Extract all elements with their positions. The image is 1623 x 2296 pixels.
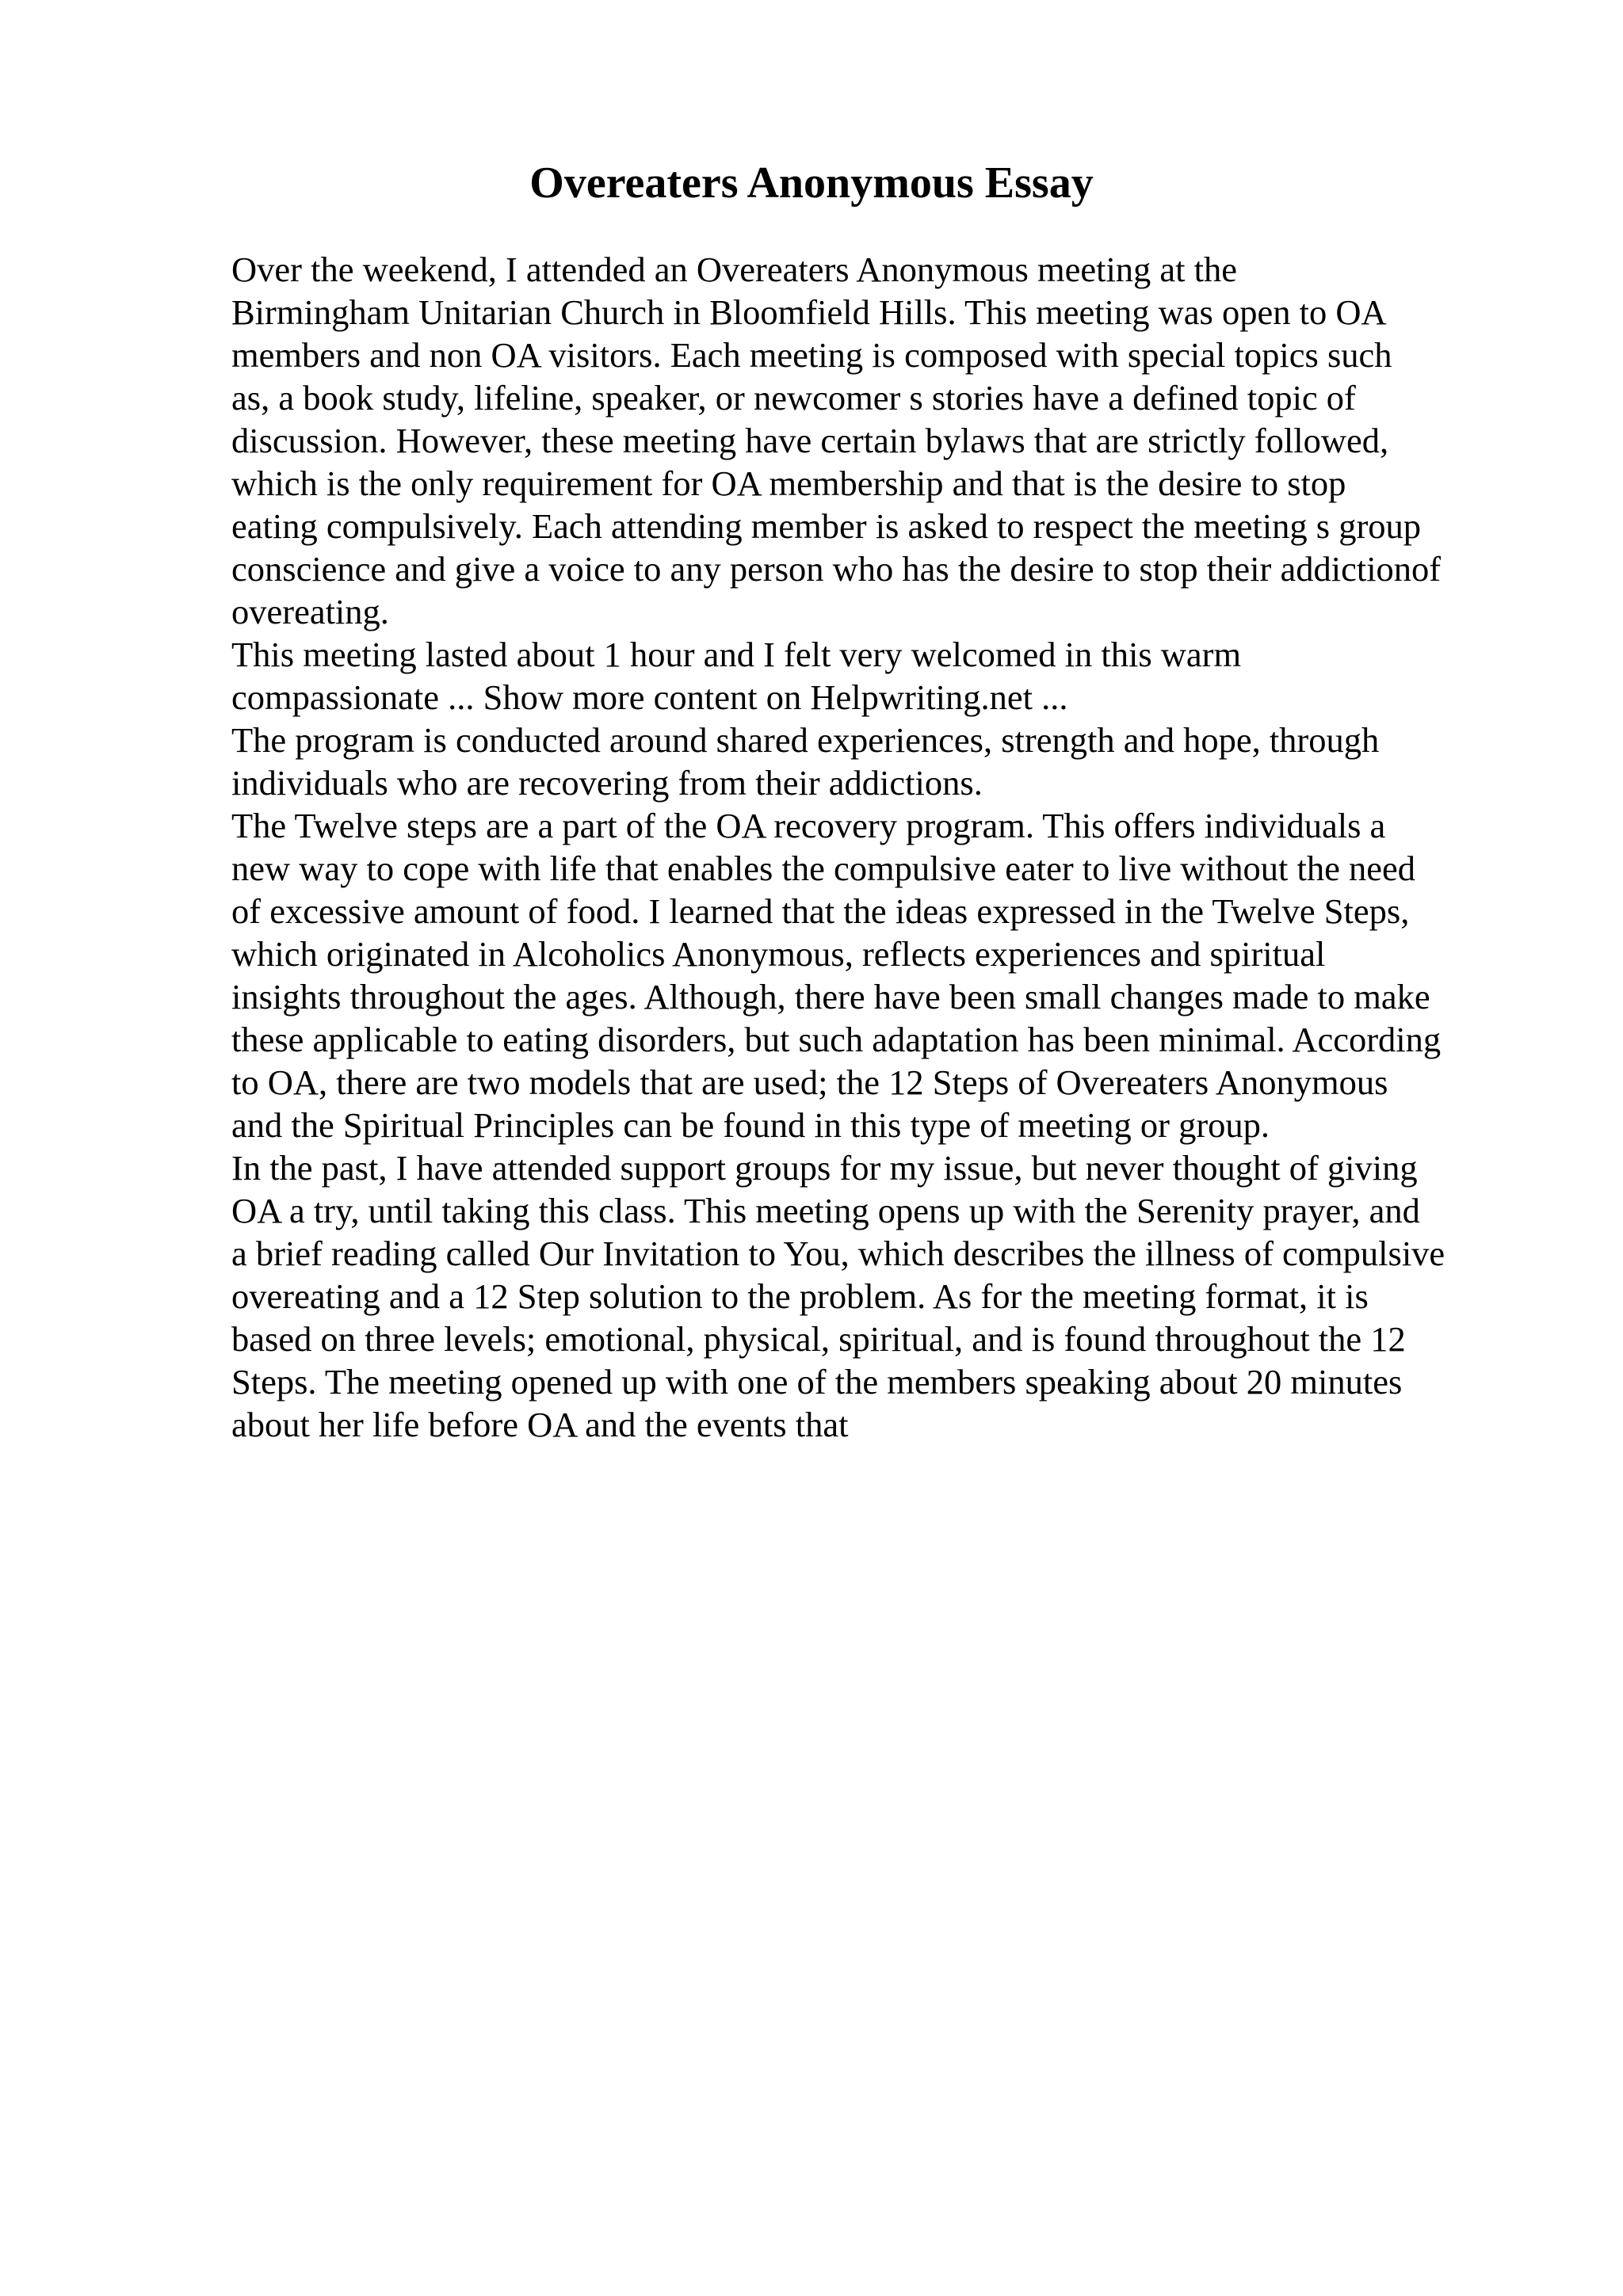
text-line: The Twelve steps are a part of the OA recovery program. This offers individuals a <box>231 806 1386 845</box>
text-line: members and non OA visitors. Each meeting is composed with special topics such <box>231 335 1392 375</box>
text-line: to OA, there are two models that are used; the 12 Steps of Overeaters Anonymous <box>231 1062 1388 1102</box>
text-line: insights throughout the ages. Although, there have been small changes made to make <box>231 977 1430 1016</box>
text-line: This meeting lasted about 1 hour and I felt very welcomed in this warm <box>231 635 1242 674</box>
text-line: individuals who are recovering from their addictions. <box>231 763 983 803</box>
text-line: of excessive amount of food. I learned that the ideas expressed in the Twelve Steps, <box>231 891 1410 931</box>
text-line: The program is conducted around shared experiences, strength and hope, through <box>231 720 1380 760</box>
text-line: about her life before OA and the events that <box>231 1405 849 1444</box>
text-line: and the Spiritual Principles can be found in this type of meeting or group. <box>231 1105 1270 1145</box>
text-line: OA a try, until taking this class. This meeting opens up with the Serenity prayer, and <box>231 1191 1420 1230</box>
text-line: In the past, I have attended support groups for my issue, but never thought of giving <box>231 1148 1418 1188</box>
text-line: discussion. However, these meeting have certain bylaws that are strictly followed, <box>231 421 1389 460</box>
text-line: as, a book study, lifeline, speaker, or newcomer s stories have a defined topic of <box>231 378 1356 418</box>
text-line: new way to cope with life that enables the compulsive eater to live without the need <box>231 849 1415 888</box>
text-line: compassionate ... Show more content on Helpwriting.net ... <box>231 677 1068 717</box>
text-line: Birmingham Unitarian Church in Bloomfield Hills. This meeting was open to OA <box>231 292 1387 332</box>
text-line: Steps. The meeting opened up with one of the members speaking about 20 minutes <box>231 1362 1403 1402</box>
text-line: Over the weekend, I attended an Overeaters Anonymous meeting at the <box>231 250 1238 289</box>
text-line: these applicable to eating disorders, but such adaptation has been minimal. According <box>231 1020 1442 1059</box>
essay-body <box>231 248 1594 1446</box>
text-line: which is the only requirement for OA membership and that is the desire to stop <box>231 463 1346 503</box>
text-line: conscience and give a voice to any person who has the desire to stop their addictionof <box>231 549 1442 589</box>
text-line: eating compulsively. Each attending member is asked to respect the meeting s group <box>231 506 1422 546</box>
text-line: overeating. <box>231 592 389 631</box>
document-title: Overeaters Anonymous Essay <box>529 158 1094 208</box>
text-line: which originated in Alcoholics Anonymous, reflects experiences and spiritual <box>231 934 1326 974</box>
text-line: based on three levels; emotional, physical, spiritual, and is found throughout the 12 <box>231 1319 1406 1359</box>
text-line: a brief reading called Our Invitation to You, which describes the illness of compulsive <box>231 1234 1445 1273</box>
text-line: overeating and a 12 Step solution to the problem. As for the meeting format, it is <box>231 1276 1369 1316</box>
